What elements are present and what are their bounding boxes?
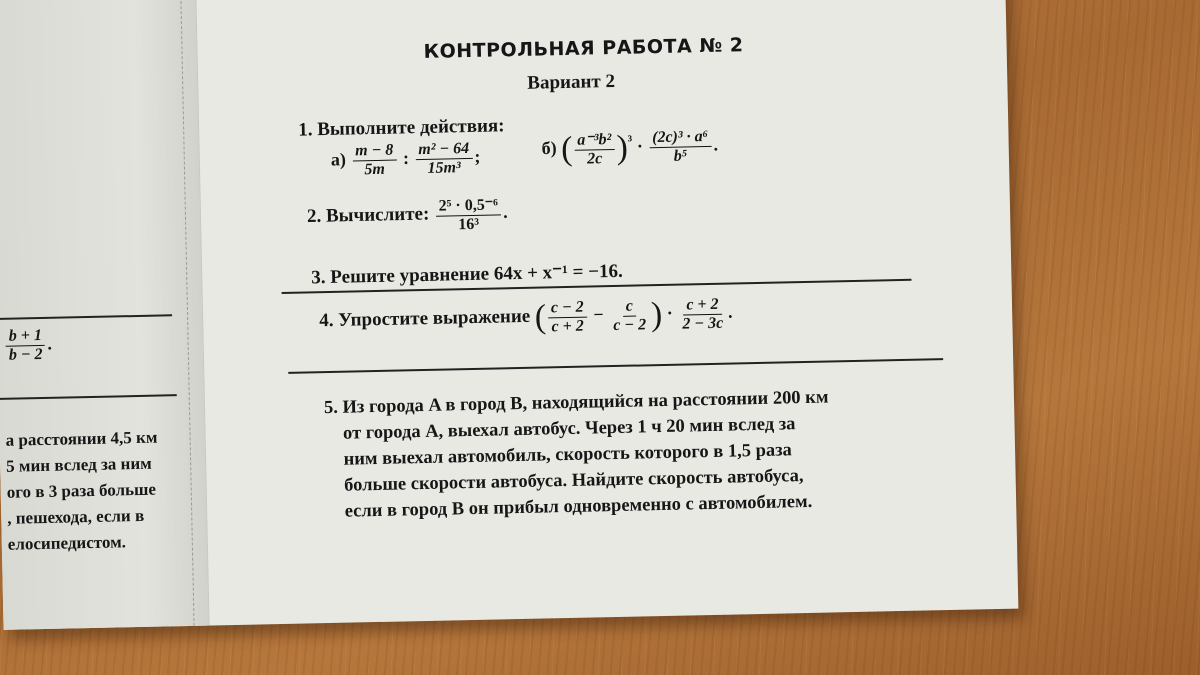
variant-label: Вариант 2 bbox=[527, 70, 616, 94]
task-4-f2-num: c bbox=[623, 297, 637, 316]
task-1b-dot: · bbox=[636, 135, 644, 157]
task-1b-label: б) bbox=[541, 137, 557, 159]
task-4-f3-den: 2 − 3c bbox=[682, 314, 724, 333]
task-1b-frac2-num: (2c)³ · a⁶ bbox=[649, 128, 712, 148]
task-1a bbox=[330, 140, 480, 180]
task-4-frac2 bbox=[610, 297, 650, 335]
left-frac-den: b − 2 bbox=[8, 345, 43, 364]
task-1a-op: : bbox=[402, 147, 410, 169]
task-1a-frac1-num: m − 8 bbox=[352, 142, 397, 162]
task-3-text: 3. Решите уравнение 64x + x⁻¹ = −16. bbox=[311, 260, 624, 289]
task-1b bbox=[541, 127, 718, 170]
task-1b-end: . bbox=[713, 134, 719, 155]
task-2-frac bbox=[435, 194, 501, 234]
left-frac-end: . bbox=[47, 333, 53, 354]
rule-after-task-4 bbox=[288, 358, 943, 374]
task-4-minus: − bbox=[593, 304, 604, 325]
task-1b-frac2-den: b⁵ bbox=[673, 147, 688, 165]
left-page-text: а расстоянии 4,5 км 5 мин вслед за ним ого в 3 раза больше , пешехода, если в елосипедистом. bbox=[5, 427, 158, 554]
task-1-label: 1. Выполните действия: bbox=[297, 115, 505, 141]
task-1b-frac-num: a⁻³b² bbox=[574, 129, 614, 151]
task-1b-frac-den: 2c bbox=[586, 150, 603, 168]
close-paren: ) bbox=[616, 129, 629, 167]
task-1b-frac2 bbox=[649, 128, 712, 166]
task-4-frac1 bbox=[548, 298, 588, 336]
task-4 bbox=[319, 295, 733, 342]
task-1a-frac2 bbox=[415, 140, 473, 178]
left-frac bbox=[5, 327, 45, 365]
left-frac-num: b + 1 bbox=[6, 327, 46, 347]
task-2 bbox=[307, 194, 508, 237]
task-1a-frac2-num: m² − 64 bbox=[415, 140, 472, 160]
page-title: КОНТРОЛЬНАЯ РАБОТА № 2 bbox=[423, 34, 744, 63]
task-1b-power: ³ bbox=[627, 133, 633, 150]
task-4-label: 4. Упростите выражение bbox=[318, 305, 531, 332]
task-1a-frac2-den: 15m³ bbox=[427, 159, 461, 177]
task-4-f1-num: c − 2 bbox=[548, 298, 587, 318]
task-2-num: 2⁵ · 0,5⁻⁶ bbox=[435, 194, 501, 216]
left-fraction bbox=[3, 327, 52, 365]
task-2-den: 16³ bbox=[458, 215, 480, 234]
task-5-text: 5. Из города A в город B, находящийся на расстоянии 200 км от города A, выехал автобус. Через 1 ч 20 мин вслед за ним выехал автомобиль, скорость которого в 1,5 раза больше скорости автобуса. Найдите скорость автобуса, если в город B он прибыл одновременно с автомобилем. bbox=[323, 387, 829, 523]
task-2-label: 2. Вычислите: bbox=[306, 203, 430, 228]
task-1b-frac bbox=[574, 129, 615, 169]
task-1a-frac1 bbox=[352, 142, 397, 180]
task-1a-label: а) bbox=[330, 149, 347, 170]
task-1a-end: ; bbox=[474, 146, 481, 167]
task-4-f1-den: c + 2 bbox=[551, 317, 584, 335]
task-4-frac3 bbox=[679, 295, 727, 333]
open-paren: ( bbox=[560, 130, 573, 168]
task-1a-frac1-den: 5m bbox=[364, 160, 386, 179]
open-paren: ( bbox=[534, 298, 547, 336]
task-4-dot: · bbox=[666, 302, 673, 324]
task-4-end: . bbox=[727, 301, 733, 322]
close-paren: ) bbox=[650, 295, 663, 334]
task-2-end: . bbox=[502, 201, 508, 222]
task-4-f2-den: c − 2 bbox=[613, 315, 647, 334]
task-4-f3-num: c + 2 bbox=[683, 295, 722, 315]
